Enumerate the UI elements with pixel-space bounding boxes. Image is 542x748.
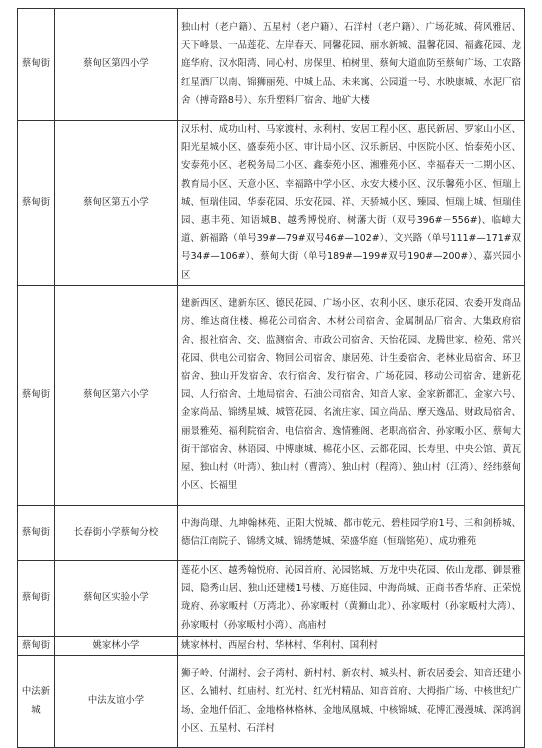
school-cell: 中法友谊小学 <box>55 656 178 748</box>
school-cell: 蔡甸区实验小学 <box>55 560 178 636</box>
area-cell: 姚家林村、西屋台村、华林村、华利村、国利村 <box>178 636 525 655</box>
area-cell: 建新西区、建新东区、德民花园、广场小区、农利小区、康乐花园、农委开发商品房、维达商住楼、棉花公司宿舍、木材公司宿舍、金属制品厂宿舍、大集政府宿舍、报社宿舍、交、监测宿舍、市政公司宿舍、天怡花园、龙腾世家、检苑、常兴花园、供电公司宿舍、物回公司宿舍、康居苑、计生委宿舍、老林业局宿舍、环卫宿舍、独山开发宿舍、农行宿舍、发行宿舍、广场花园、移动公司宿舍、建新花园、人行宿舍、土地局宿舍、石油公司宿舍、知音人家、金家新都汇、金家六号、金家尚品、锦绣星城、城管花园、名流庄家、国立尚品、摩天逸品、财政局宿舍、丽景雅苑、福利院宿舍、电信宿舍、逸情雅阁、老职高宿舍、孙家畈小区、蔡甸大街干部宿舍、林语园、中博康城、棉花小区、云都花园、长寿里、中央公馆、黄瓦屋、独山村（叶湾）、独山村（曹湾）、独山村（程湾）、独山村（江湾）、经纬蔡甸小区、长福里 <box>178 285 525 505</box>
table-row <box>18 121 525 286</box>
table-row <box>18 285 525 505</box>
street-cell: 蔡甸街 <box>18 636 55 655</box>
school-cell: 蔡甸区第五小学 <box>55 121 178 286</box>
area-cell: 狮子岭、付湖村、会子湾村、新村村、新农村、城头村、新农居委会、知音还建小区、么铺村、红庙村、红光村、红光村精品、知音首府、大拇指广场、中核世纪广场、金地仟佰汇、金地格林格林、金地凤凰城、中核锦城、花博汇漫漫城、深鸿润小区、五星村、石洋村 <box>178 656 525 748</box>
street-cell: 蔡甸街 <box>18 560 55 636</box>
school-cell: 蔡甸区第六小学 <box>55 285 178 505</box>
street-cell: 蔡甸街 <box>18 285 55 505</box>
area-cell: 独山村（老户籍）、五星村（老户籍）、石洋村（老户籍）、广场花城、荷风雅居、天下峰景、一品莲花、左岸春天、同馨花园、丽水新城、温馨花园、福鑫花园、龙庭华府、汉水阳湾、同心村、房保里、柏树里、蔡甸大道血防至蔡甸广场、工农路红星酒厂以南、锦狮丽苑、中城上品、未来寓、公园道一号、水映康城、水泥厂宿舍（搏奇路8号）、东升塑料厂宿舍、地矿大楼 <box>178 9 525 121</box>
area-cell: 中海尚璟、九坤翰林苑、正阳大悦城、都市乾元、碧桂园学府1号、三和剑桥城、德信江南院子、锦绣文城、锦绣楚城、荣盛华庭（恒瑞铭苑）、成功雅苑 <box>178 505 525 560</box>
table-row <box>18 636 525 655</box>
school-cell: 蔡甸区第四小学 <box>55 9 178 121</box>
table-row <box>18 9 525 121</box>
area-cell: 莲花小区、越秀翰悦府、沁园首府、沁园铭城、万龙中央花园、依山龙郡、御景雅园、隐秀山居、独山还建楼1号楼、万庭佳园、中海尚城、正商书香华府、正荣悦珑府、孙家畈村（万湾北）、孙家畈村（黄狮山北）、孙家畈村（孙家畈村大湾）、孙家畈村（孙家畈村小湾）、高庙村 <box>178 560 525 636</box>
street-cell: 蔡甸街 <box>18 121 55 286</box>
table-row <box>18 656 525 748</box>
street-cell: 蔡甸街 <box>18 505 55 560</box>
school-zone-table <box>17 8 525 748</box>
school-cell: 长春街小学蔡甸分校 <box>55 505 178 560</box>
street-cell: 中法新城 <box>18 656 55 748</box>
street-cell: 蔡甸街 <box>18 9 55 121</box>
school-cell: 姚家林小学 <box>55 636 178 655</box>
table-row <box>18 505 525 560</box>
table-row <box>18 560 525 636</box>
area-cell: 汉乐村、成功山村、马家渡村、永利村、安居工程小区、惠民新居、罗家山小区、阳光星城小区、盛泰苑小区、审计局小区、汉乐新居、中医院小区、怡泰苑小区、安泰苑小区、老税务局二小区、鑫泰苑小区、湘雅苑小区、幸福春天一二期小区、教育局小区、天意小区、幸福路中学小区、永安大楼小区、汉乐馨苑小区、恒瑞上城、恒瑞佳园、华泰花园、乐安花园、祥、天骄城小区、臻园、恒瑞上城、恒瑞佳园、惠丰苑、知语城B、越秀博悦府、树藩大街（双号396#－556#)、临嶂大道、新福路（单号39#—79#双号46#—102#）、文兴路（单号111#—171#双号34#—106#）、蔡甸大街（单号189#—199#双号190#—200#）、嘉兴园小区 <box>178 121 525 286</box>
